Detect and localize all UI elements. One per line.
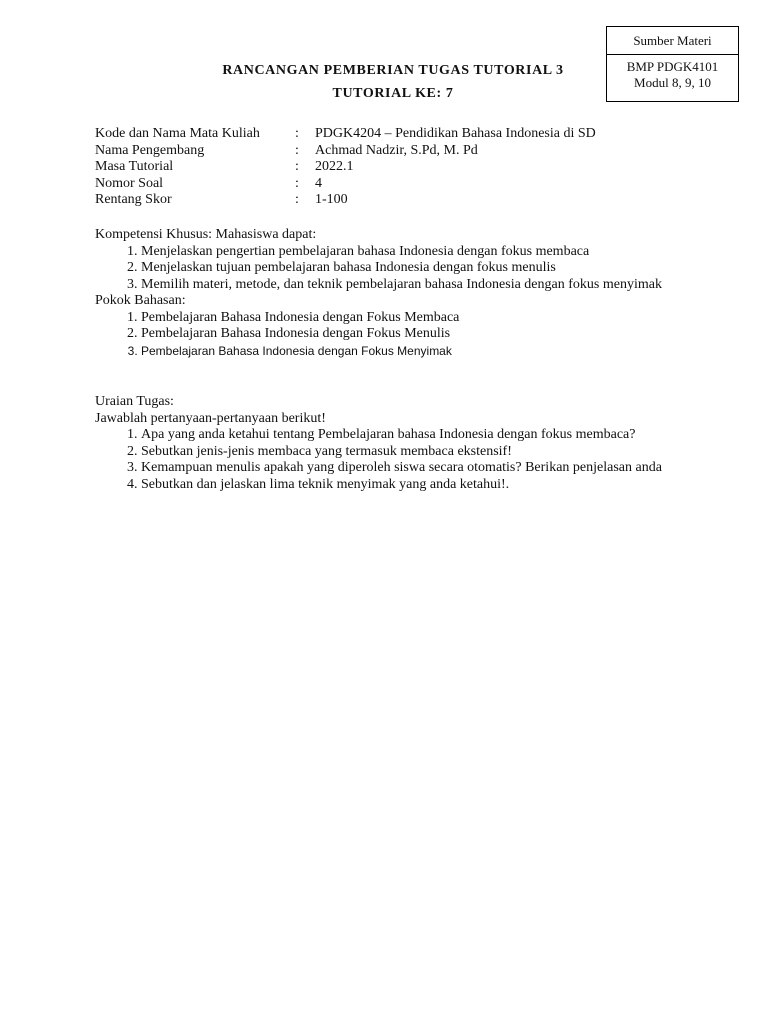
info-value: 1-100 bbox=[315, 192, 348, 207]
list-item: 4. Sebutkan dan jelaskan lima teknik menyimak yang anda ketahui!. bbox=[141, 477, 695, 494]
list-item: 1. Apa yang anda ketahui tentang Pembelajaran bahasa Indonesia dengan fokus membaca? bbox=[141, 427, 695, 444]
list-item: 1. Pembelajaran Bahasa Indonesia dengan Fokus Membaca bbox=[141, 310, 695, 327]
info-separator: : bbox=[295, 142, 299, 158]
info-separator: : bbox=[295, 192, 299, 207]
course-info bbox=[95, 126, 596, 209]
competency-heading: Kompetensi Khusus: Mahasiswa dapat: bbox=[95, 227, 317, 242]
info-separator: : bbox=[295, 175, 299, 191]
info-key: Rentang Skor bbox=[95, 192, 172, 207]
assignment-instruction: Jawablah pertanyaan-pertanyaan berikut! bbox=[95, 410, 326, 426]
info-separator: : bbox=[295, 126, 299, 141]
assignment-section bbox=[95, 394, 695, 493]
competency-section bbox=[95, 227, 695, 359]
info-key: Nama Pengembang bbox=[95, 142, 205, 158]
info-row-question-count bbox=[95, 176, 596, 193]
topics-list bbox=[95, 310, 695, 360]
info-value: PDGK4204 – Pendidikan Bahasa Indonesia di SD bbox=[315, 126, 596, 141]
assignment-list bbox=[95, 427, 695, 493]
list-item: 3. Kemampuan menulis apakah yang diperoleh siswa secara otomatis? Berikan penjelasan anda bbox=[141, 460, 695, 477]
info-row-course bbox=[95, 126, 596, 143]
info-row-period bbox=[95, 159, 596, 176]
info-separator: : bbox=[295, 159, 299, 174]
info-key: Nomor Soal bbox=[95, 175, 164, 191]
info-value: 4 bbox=[315, 175, 322, 191]
source-line-1: BMP PDGK4101 bbox=[626, 59, 719, 74]
info-row-score-range bbox=[95, 192, 596, 209]
list-item: 3. Pembelajaran Bahasa Indonesia dengan Fokus Menyimak bbox=[141, 343, 695, 360]
list-item: 2. Pembelajaran Bahasa Indonesia dengan Fokus Menulis bbox=[141, 326, 695, 343]
competency-list bbox=[95, 244, 695, 294]
info-value: 2022.1 bbox=[315, 159, 354, 174]
list-item: 2. Sebutkan jenis-jenis membaca yang termasuk membaca ekstensif! bbox=[141, 444, 695, 461]
list-item: 1. Menjelaskan pengertian pembelajaran bahasa Indonesia dengan fokus membaca bbox=[141, 244, 695, 261]
info-value: Achmad Nadzir, S.Pd, M. Pd bbox=[315, 142, 478, 158]
source-line-2: Modul 8, 9, 10 bbox=[634, 75, 711, 90]
document-subtitle: TUTORIAL KE: 7 bbox=[332, 86, 454, 101]
list-item: 2. Menjelaskan tujuan pembelajaran bahasa Indonesia dengan fokus menulis bbox=[141, 260, 695, 277]
topics-heading: Pokok Bahasan: bbox=[95, 293, 186, 308]
info-key: Kode dan Nama Mata Kuliah bbox=[95, 126, 260, 141]
list-item: 3. Memilih materi, metode, dan teknik pembelajaran bahasa Indonesia dengan fokus menyimak bbox=[141, 277, 695, 294]
source-header: Sumber Materi bbox=[607, 27, 738, 55]
info-row-developer bbox=[95, 143, 596, 160]
info-key: Masa Tutorial bbox=[95, 159, 174, 174]
assignment-heading: Uraian Tugas: bbox=[95, 394, 174, 409]
document-title: RANCANGAN PEMBERIAN TUGAS TUTORIAL 3 bbox=[222, 63, 564, 78]
